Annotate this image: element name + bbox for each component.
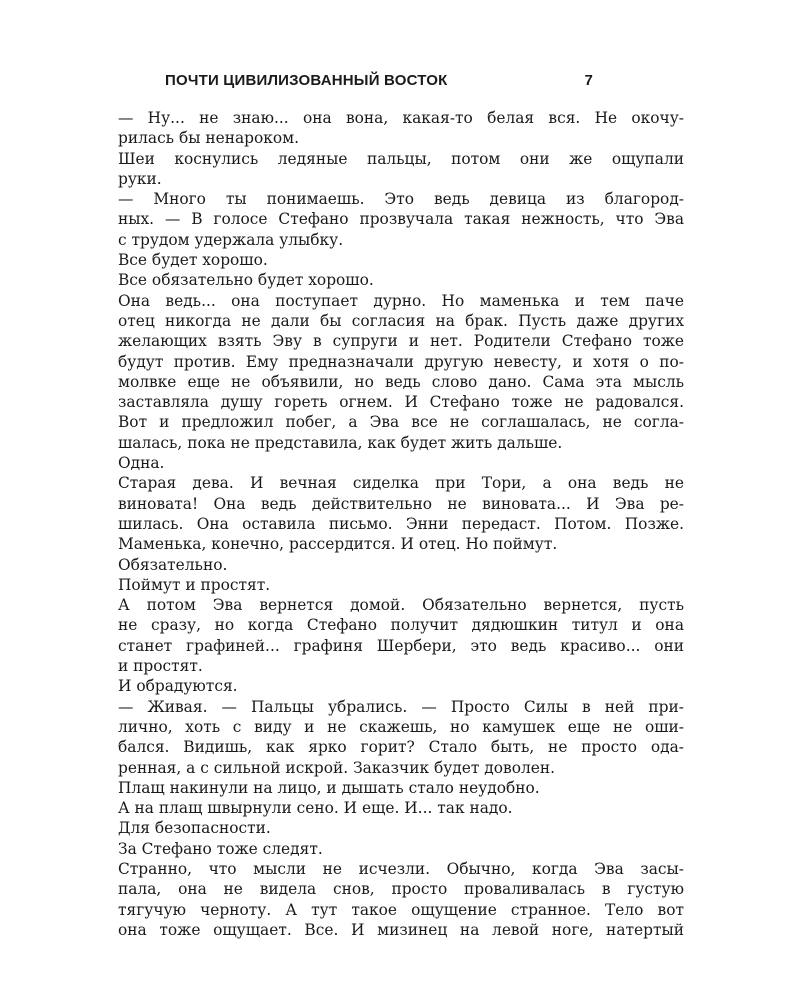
text-line: И обрадуются. <box>118 677 238 696</box>
text-line: станет графиней... графиня Шербери, это ведь красиво... они <box>118 636 684 655</box>
text-line: А на плащ швырнули сено. И еще. И... так надо. <box>118 799 513 818</box>
text-line: желающих взять Эву в супруги и нет. Родители Стефано тоже <box>118 332 684 351</box>
text-line: Шеи коснулись ледяные пальцы, потом они же ощупали <box>118 149 684 168</box>
text-line: — Ну... не знаю... она вона, какая-то белая вся. Не окочу- <box>118 109 684 127</box>
text-line: Все обязательно будет хорошо. <box>118 271 374 290</box>
text-line: Маменька, конечно, рассердится. И отец. Но поймут. <box>118 535 558 554</box>
text-line: с трудом удержала улыбку. <box>118 230 344 249</box>
text-line: Все будет хорошо. <box>118 251 268 270</box>
text-line: ных. — В голосе Стефано прозвучала такая нежность, что Эва <box>118 210 684 229</box>
text-line: Для безопасности. <box>118 819 271 838</box>
text-line: тягучую черноту. А тут такое ощущение странное. Тело вот <box>118 900 684 919</box>
text-line: — Живая. — Пальцы убрались. — Просто Силы в ней при- <box>118 697 684 716</box>
running-title: ПОЧТИ ЦИВИЛИЗОВАННЫЙ ВОСТОК <box>165 72 448 89</box>
text-line: виновата! Она ведь действительно не виновата... И Эва ре- <box>118 494 684 513</box>
text-line: шалась, пока не представила, как будет жить дальше. <box>118 433 563 452</box>
text-line: ренная, а с сильной искрой. Заказчик будет доволен. <box>118 758 556 777</box>
text-line: Старая дева. И вечная сиделка при Тори, а она ведь не <box>118 474 684 493</box>
text-line: руки. <box>118 169 162 188</box>
running-header <box>165 72 605 96</box>
text-line: Поймут и простят. <box>118 575 271 594</box>
text-line: отец никогда не дали бы согласия на брак. Пусть даже других <box>118 311 684 330</box>
page-number: 7 <box>584 72 593 89</box>
text-line: За Стефано тоже следят. <box>118 839 323 858</box>
text-line: Вот и предложил побег, а Эва все не соглашалась, не согла- <box>118 413 684 432</box>
text-line: А потом Эва вернется домой. Обязательно вернется, пусть <box>118 596 684 615</box>
text-line: и простят. <box>118 657 203 676</box>
text-line: Одна. <box>118 454 165 473</box>
text-line: рилась бы ненароком. <box>118 129 300 148</box>
text-line: не сразу, но когда Стефано получит дядюшкин титул и она <box>118 616 684 635</box>
text-line: лично, хоть с виду и не скажешь, но камушек еще не оши- <box>118 717 684 736</box>
text-line: будут против. Ему предназначали другую невесту, и хотя о по- <box>118 352 684 371</box>
text-line: бался. Видишь, как ярко горит? Стало быть, не просто ода- <box>118 738 684 757</box>
text-line: Она ведь... она поступает дурно. Но маменька и тем паче <box>118 291 684 310</box>
text-line: она тоже ощущает. Все. И мизинец на левой ноге, натертый <box>118 920 684 939</box>
body-text <box>118 108 684 940</box>
text-line: Плащ накинули на лицо, и дышать стало неудобно. <box>118 778 540 797</box>
text-line: шилась. Она оставила письмо. Энни передаст. Потом. Позже. <box>118 514 684 533</box>
text-line: Странно, что мысли не исчезли. Обычно, когда Эва засы- <box>118 859 684 878</box>
text-line: — Много ты понимаешь. Это ведь девица из благород- <box>118 190 684 209</box>
text-line: Обязательно. <box>118 555 228 574</box>
text-line: пала, она не видела снов, просто проваливалась в густую <box>118 880 684 899</box>
text-line: молвке еще не объявили, но ведь слово дано. Сама эта мысль <box>118 372 684 391</box>
text-line: заставляла душу гореть огнем. И Стефано тоже не радовался. <box>118 393 684 412</box>
